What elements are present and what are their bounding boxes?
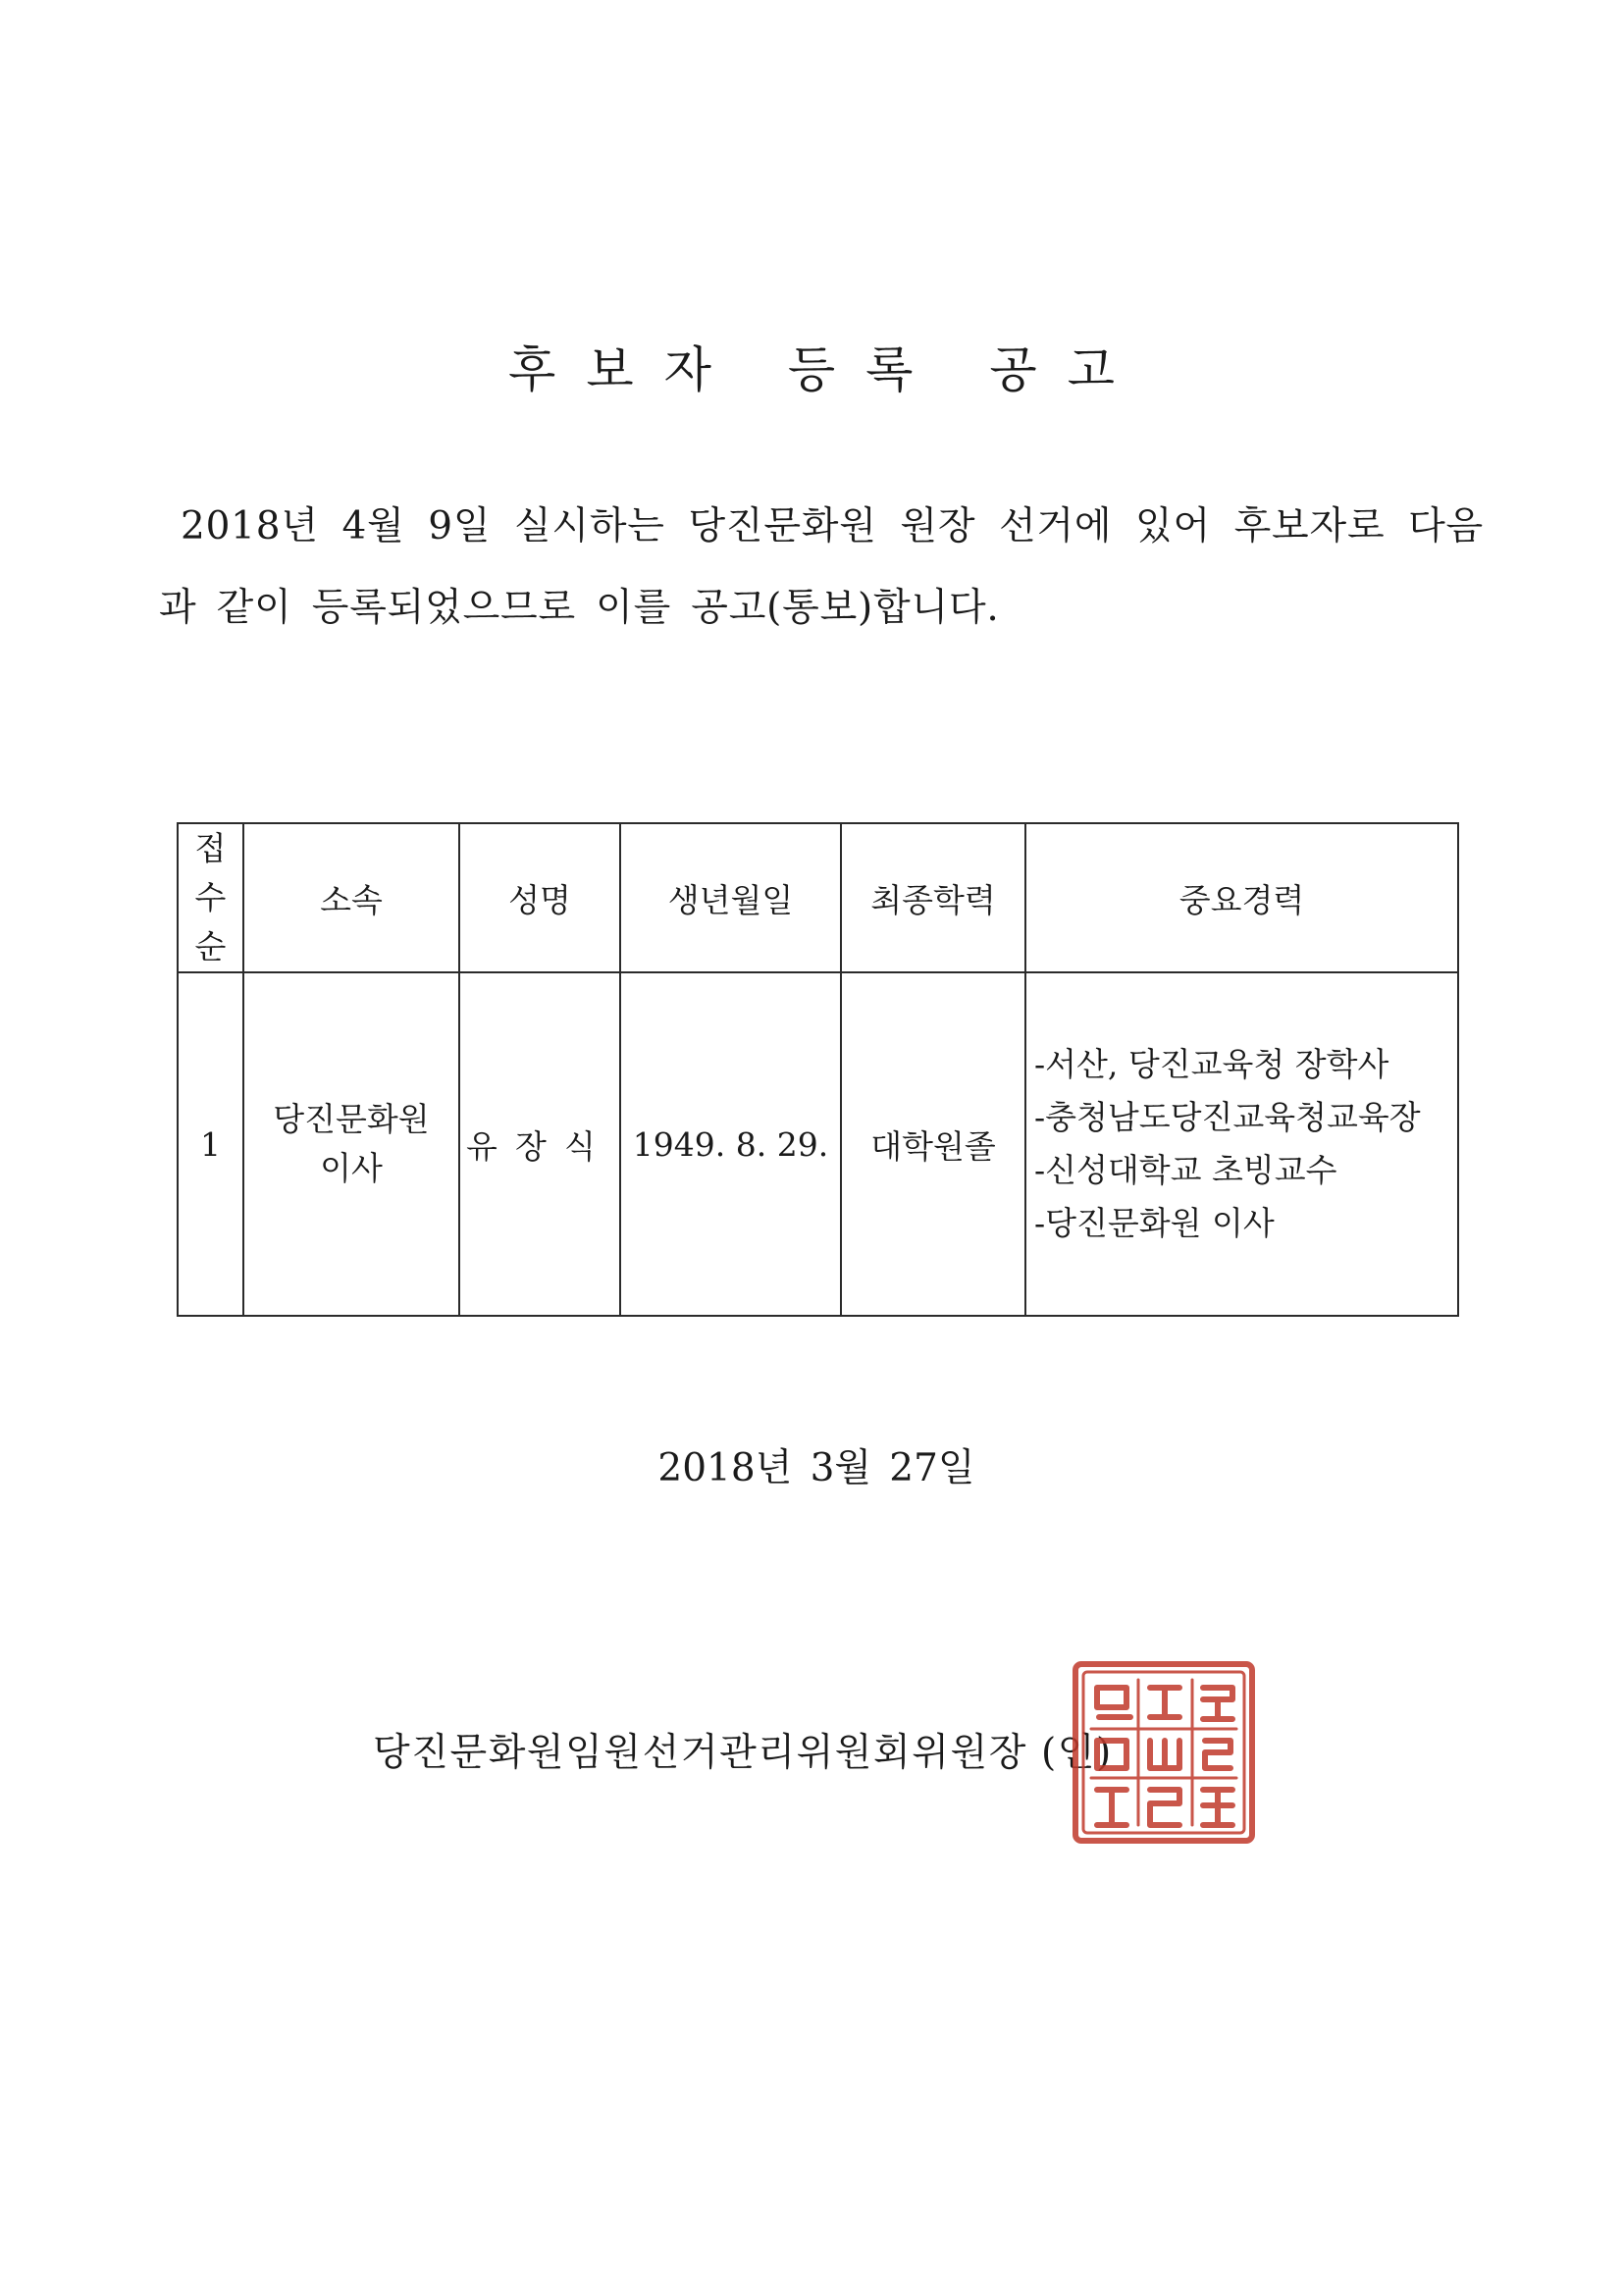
table-row (178, 972, 1458, 1316)
notice-date: 2018년 3월 27일 (657, 1446, 975, 1490)
cell-career: -서산, 당진교육청 장학사 -충청남도당진교육청교육장 -신성대학교 초빙교수 -당진문화원 이사 (1025, 972, 1458, 1316)
candidate-table (177, 822, 1459, 1317)
header-affiliation: 소속 (243, 823, 459, 972)
cell-name: 유장식 (459, 972, 620, 1316)
header-birth: 생년월일 (620, 823, 841, 972)
notice-title: 후보자 등록 공고 (508, 341, 1145, 398)
signer-name: 당진문화원임원선거관리위원회위원장 (373, 1731, 1027, 1775)
signer-line (373, 1722, 1113, 1777)
cell-affiliation: 당진문화원 이사 (243, 972, 459, 1316)
header-education: 최종학력 (841, 823, 1025, 972)
official-seal-stamp (1070, 1658, 1258, 1847)
table-header-row (178, 823, 1458, 972)
notice-intro: 2018년 4월 9일 실시하는 당진문화원 원장 선거에 있어 후보자로 다음과 같이 등록되었으므로 이를 공고(통보)합니다. (159, 504, 1484, 630)
cell-birth: 1949. 8. 29. (620, 972, 841, 1316)
cell-education: 대학원졸 (841, 972, 1025, 1316)
header-career: 중요경력 (1025, 823, 1458, 972)
header-no: 접 수 순 (178, 823, 243, 972)
cell-no: 1 (178, 972, 243, 1316)
header-name: 성명 (459, 823, 620, 972)
seal-mark: (인) (1040, 1731, 1113, 1775)
